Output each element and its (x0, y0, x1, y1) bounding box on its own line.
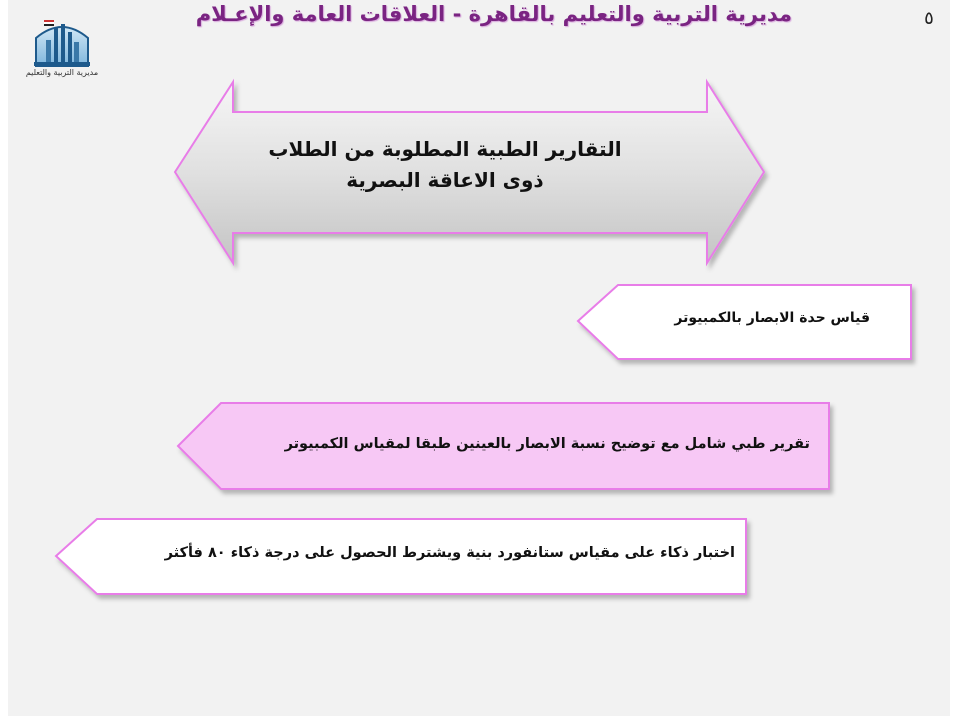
item-3-text: اختبار ذكاء على مقياس ستانفورد بنية ويشترط الحصول على درجة ذكاء ٨٠ فأكثر (164, 545, 735, 561)
banner-title-line-2: ذوى الاعاقة البصرية (346, 168, 544, 192)
banner-title (240, 134, 650, 196)
logo-caption: مديرية التربية والتعليم (25, 68, 99, 77)
item-1-text: قياس حدة الابصار بالكمبيوتر (674, 310, 870, 326)
header-title: مديرية التربية والتعليم بالقاهرة - العلاقات العامة والإعـلام (195, 2, 792, 26)
page-number: ٥ (924, 8, 934, 29)
item-2-text: تقرير طبي شامل مع توضيح نسبة الابصار بالعينين طبقا لمقياس الكمبيوتر (284, 436, 810, 452)
banner-title-line-1: التقارير الطبية المطلوبة من الطلاب (268, 137, 622, 161)
